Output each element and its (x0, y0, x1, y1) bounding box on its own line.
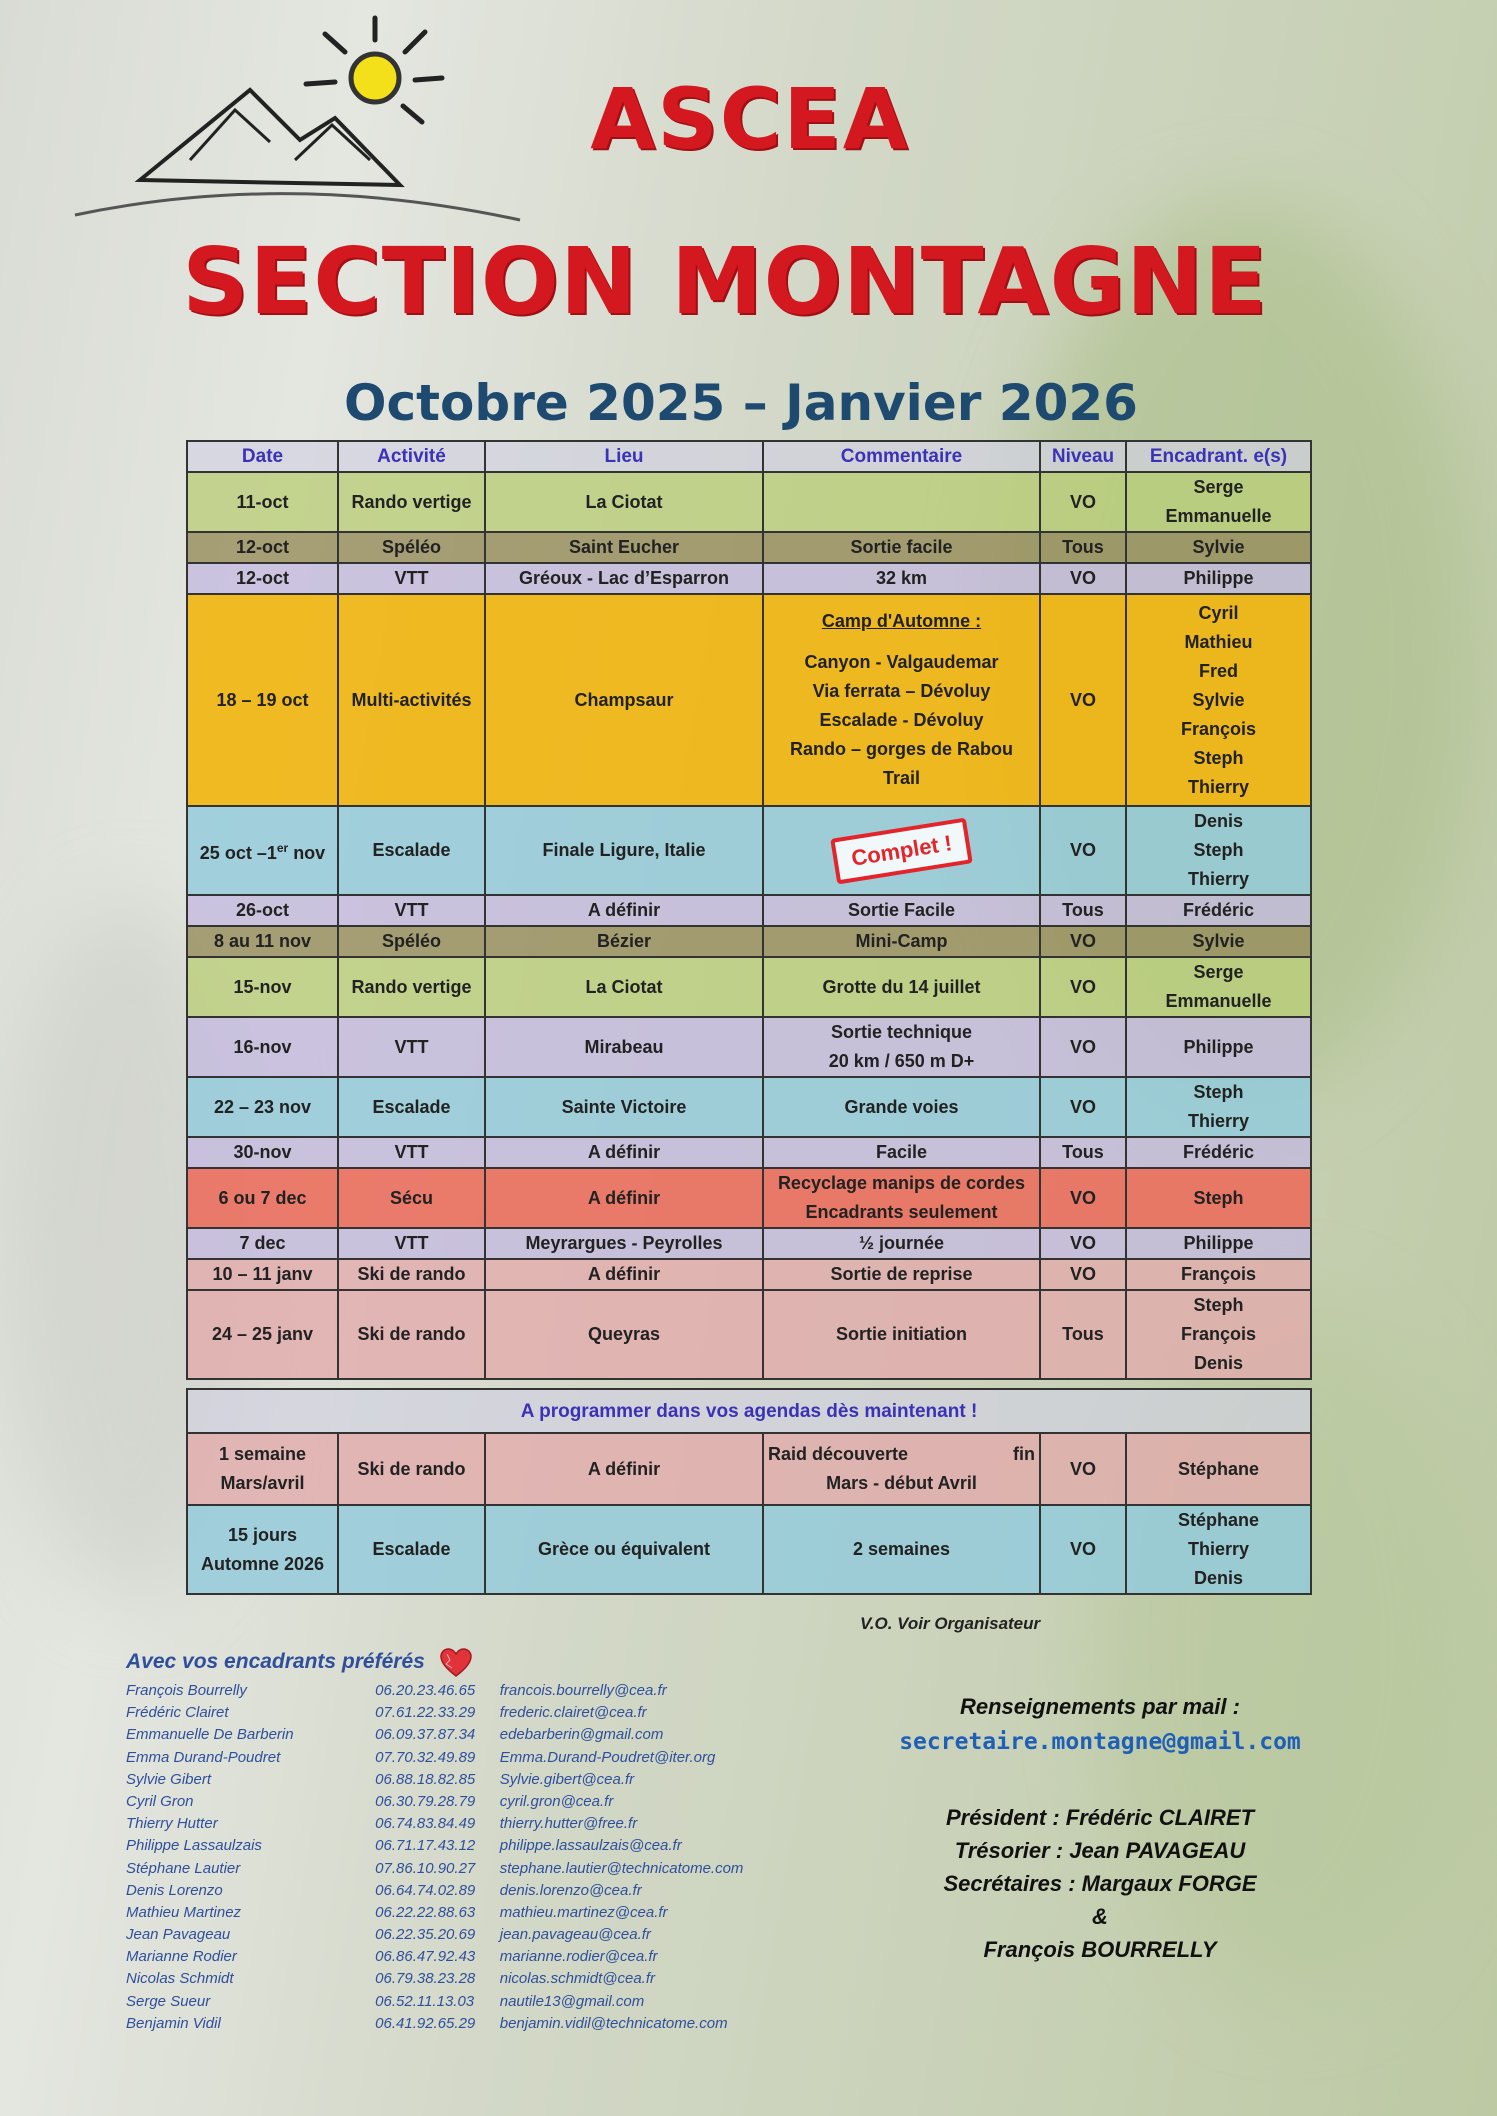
table-row (187, 895, 1311, 926)
schedule-header-row (187, 441, 1311, 472)
contact-row (126, 1880, 826, 1902)
cell-niveau: VO (1040, 1077, 1126, 1137)
table-row (187, 957, 1311, 1017)
cell-encadrants: Sylvie (1126, 926, 1311, 957)
table-row (187, 532, 1311, 563)
contact-email[interactable]: marianne.rodier@cea.fr (499, 1948, 658, 1966)
cell-commentaire: Grande voies (763, 1077, 1040, 1137)
cell-niveau: VO (1040, 563, 1126, 594)
table-row (187, 1077, 1311, 1137)
contact-row (126, 1813, 826, 1835)
cell-date: 15 jours Automne 2026 (187, 1505, 338, 1594)
contact-phone: 06.30.79.28.79 (375, 1792, 476, 1810)
heart-icon (440, 1648, 472, 1678)
cell-encadrants: Frédéric (1126, 1137, 1311, 1168)
cell-lieu: Queyras (485, 1290, 763, 1379)
cell-activite: Spéléo (338, 926, 485, 957)
header-niveau: Niveau (1040, 441, 1126, 472)
camp-title: Camp d'Automne : (821, 611, 982, 631)
cell-lieu: A définir (485, 1433, 763, 1505)
cell-lieu: Saint Eucher (485, 532, 763, 563)
program-banner: A programmer dans vos agendas dès maintenant ! (187, 1389, 1311, 1433)
cell-encadrants: Sylvie (1126, 532, 1311, 563)
contact-phone: 06.79.38.23.28 (375, 1970, 476, 1988)
cell-encadrants: Serge Emmanuelle (1126, 957, 1311, 1017)
cell-lieu: La Ciotat (485, 472, 763, 532)
contact-email[interactable]: francois.bourrelly@cea.fr (499, 1682, 667, 1699)
table-row (187, 1137, 1311, 1168)
cell-commentaire: Sortie de reprise (763, 1259, 1040, 1290)
table-row (187, 594, 1311, 806)
cell-encadrants: Steph (1126, 1168, 1311, 1228)
cell-activite: Escalade (338, 806, 485, 895)
contact-row (126, 1702, 826, 1724)
tresorier-line: Trésorier : Jean PAVAGEAU (954, 1838, 1246, 1863)
contact-row (126, 1724, 826, 1746)
complet-stamp: Complet ! (830, 817, 973, 884)
contact-phone: 07.61.22.33.29 (375, 1704, 476, 1722)
cell-activite: Ski de rando (338, 1433, 485, 1505)
secretary-email-link[interactable]: secretaire.montagne@gmail.com (899, 1729, 1301, 1755)
date-end: nov (288, 842, 326, 863)
contact-name: Sylvie Gibert (126, 1770, 212, 1788)
cell-lieu: Meyrargues - Peyrolles (485, 1228, 763, 1259)
header-date: Date (187, 441, 338, 472)
mountain-sun-logo (70, 10, 530, 230)
cell-encadrants: Denis Steph Thierry (1126, 806, 1311, 895)
table-row (187, 926, 1311, 957)
cell-lieu: A définir (485, 1168, 763, 1228)
cell-niveau: VO (1040, 957, 1126, 1017)
contact-email[interactable]: jean.pavageau@cea.fr (499, 1926, 651, 1944)
cell-encadrants: Steph François Denis (1126, 1290, 1311, 1379)
contact-row (126, 1769, 826, 1791)
cell-activite: Multi-activités (338, 594, 485, 806)
contact-name: François Bourrelly (126, 1682, 247, 1699)
contact-name: Serge Sueur (126, 1992, 211, 2010)
cell-commentaire: Sortie Facile (763, 895, 1040, 926)
cell-activite: Ski de rando (338, 1290, 485, 1379)
cell-encadrants: Stéphane Thierry Denis (1126, 1505, 1311, 1594)
cell-activite: VTT (338, 1017, 485, 1077)
cell-date: 10 – 11 janv (187, 1259, 338, 1290)
contact-phone: 06.88.18.82.85 (375, 1770, 476, 1788)
cell-activite: Escalade (338, 1505, 485, 1594)
info-block (880, 1690, 1320, 1966)
contact-phone: 07.86.10.90.27 (375, 1859, 476, 1877)
table-row (187, 1228, 1311, 1259)
cell-encadrants: François (1126, 1259, 1311, 1290)
secretaire2-line: François BOURRELLY (983, 1937, 1217, 1962)
ampersand-line: & (1092, 1904, 1108, 1929)
contact-name: Stéphane Lautier (126, 1859, 241, 1877)
contacts-title: Avec vos encadrants préférés (126, 1650, 425, 1673)
spacer (880, 1761, 1320, 1801)
cell-lieu: A définir (485, 1259, 763, 1290)
contact-row (126, 1747, 826, 1769)
table-row (187, 1505, 1311, 1594)
contact-email[interactable]: benjamin.vidil@technicatome.com (499, 2014, 728, 2032)
cell-niveau: VO (1040, 926, 1126, 957)
contact-name: Marianne Rodier (126, 1948, 237, 1966)
cell-date: 24 – 25 janv (187, 1290, 338, 1379)
contact-row (126, 1968, 826, 1990)
header-encadrants: Encadrant. e(s) (1126, 441, 1311, 472)
cell-date: 18 – 19 oct (187, 594, 338, 806)
cell-activite: Ski de rando (338, 1259, 485, 1290)
contact-name: Benjamin Vidil (126, 2014, 221, 2032)
cell-date: 7 dec (187, 1228, 338, 1259)
contact-email[interactable]: denis.lorenzo@cea.fr (499, 1881, 642, 1899)
period-title: Octobre 2025 – Janvier 2026 (344, 374, 1138, 432)
cell-lieu: Grèce ou équivalent (485, 1505, 763, 1594)
raid-line (768, 1440, 1035, 1469)
cell-commentaire: Recyclage manips de cordes Encadrants seulement (763, 1168, 1040, 1228)
contact-phone: 06.09.37.87.34 (375, 1726, 476, 1744)
raid-period: Mars - début Avril (826, 1473, 977, 1493)
contact-phone: 06.86.47.92.43 (375, 1948, 476, 1966)
cell-commentaire: Sortie initiation (763, 1290, 1040, 1379)
camp-activities: Canyon - Valgaudemar Via ferrata – Dévoluy Escalade - Dévoluy Rando – gorges de Rabou Trail (789, 652, 1014, 788)
date-start: 25 oct –1 (199, 842, 277, 863)
cell-commentaire: Sortie technique 20 km / 650 m D+ (763, 1017, 1040, 1077)
cell-commentaire: 32 km (763, 563, 1040, 594)
cell-date: 16-nov (187, 1017, 338, 1077)
cell-activite: Rando vertige (338, 472, 485, 532)
cell-encadrants: Steph Thierry (1126, 1077, 1311, 1137)
contact-email[interactable]: thierry.hutter@free.fr (499, 1815, 638, 1833)
cell-niveau: VO (1040, 594, 1126, 806)
secretaires-line: Secrétaires : Margaux FORGE (943, 1871, 1257, 1896)
club-title: ASCEA (590, 70, 910, 168)
cell-niveau: VO (1040, 1017, 1126, 1077)
raid-fin: fin (1013, 1444, 1035, 1464)
table-row (187, 563, 1311, 594)
program-table (186, 1388, 1312, 1595)
cell-activite: Escalade (338, 1077, 485, 1137)
cell-encadrants: Cyril Mathieu Fred Sylvie François Steph Thierry (1126, 594, 1311, 806)
cell-niveau: Tous (1040, 532, 1126, 563)
contact-row (126, 1791, 826, 1813)
contact-phone: 06.52.11.13.03 (375, 1992, 475, 2010)
cell-date: 6 ou 7 dec (187, 1168, 338, 1228)
cell-lieu: Sainte Victoire (485, 1077, 763, 1137)
contact-phone: 07.70.32.49.89 (375, 1748, 476, 1766)
cell-commentaire (763, 1433, 1040, 1505)
header-commentaire: Commentaire (763, 441, 1040, 472)
program-banner-row (187, 1389, 1311, 1433)
table-row (187, 1259, 1311, 1290)
cell-date: 12-oct (187, 563, 338, 594)
cell-date: 26-oct (187, 895, 338, 926)
cell-date: 11-oct (187, 472, 338, 532)
cell-niveau: VO (1040, 1433, 1126, 1505)
cell-niveau: VO (1040, 1259, 1126, 1290)
contact-phone: 06.64.74.02.89 (375, 1881, 476, 1899)
contact-phone: 06.22.22.88.63 (375, 1903, 476, 1921)
contact-row (126, 1680, 826, 1702)
table-row (187, 1290, 1311, 1379)
cell-commentaire: Grotte du 14 juillet (763, 957, 1040, 1017)
cell-commentaire (763, 594, 1040, 806)
contacts-list (126, 1680, 826, 2035)
contact-email[interactable]: philippe.lassaulzais@cea.fr (499, 1837, 682, 1855)
cell-date: 12-oct (187, 532, 338, 563)
cell-encadrants: Frédéric (1126, 895, 1311, 926)
table-row (187, 806, 1311, 895)
schedule-table (186, 440, 1312, 1380)
cell-commentaire (763, 806, 1040, 895)
cell-encadrants: Stéphane (1126, 1433, 1311, 1505)
contact-row (126, 1835, 826, 1857)
header-lieu: Lieu (485, 441, 763, 472)
contact-name: Thierry Hutter (126, 1815, 218, 1833)
cell-date: 8 au 11 nov (187, 926, 338, 957)
contact-email[interactable]: Emma.Durand-Poudret@iter.org (499, 1748, 716, 1766)
cell-date: 1 semaine Mars/avril (187, 1433, 338, 1505)
date-sup: er (276, 840, 289, 855)
contact-phone: 06.20.23.46.65 (375, 1682, 476, 1699)
cell-date: 22 – 23 nov (187, 1077, 338, 1137)
cell-niveau: Tous (1040, 895, 1126, 926)
cell-date: 15-nov (187, 957, 338, 1017)
cell-encadrants: Philippe (1126, 563, 1311, 594)
cell-activite: VTT (338, 895, 485, 926)
contact-name: Frédéric Clairet (126, 1704, 229, 1722)
table-row (187, 472, 1311, 532)
cell-activite: Sécu (338, 1168, 485, 1228)
cell-niveau: VO (1040, 1228, 1126, 1259)
section-title: SECTION MONTAGNE (182, 228, 1268, 335)
table-row (187, 1168, 1311, 1228)
contact-row (126, 1946, 826, 1968)
contact-row (126, 1902, 826, 1924)
cell-commentaire: Facile (763, 1137, 1040, 1168)
cell-activite: Spéléo (338, 532, 485, 563)
president-line: Président : Frédéric CLAIRET (945, 1805, 1255, 1830)
contact-name: Mathieu Martinez (126, 1903, 242, 1921)
cell-lieu: Mirabeau (485, 1017, 763, 1077)
cell-lieu: Gréoux - Lac d’Esparron (485, 563, 763, 594)
raid-text: Raid découverte (768, 1444, 909, 1464)
table-row (187, 1433, 1311, 1505)
contact-phone: 06.41.92.65.29 (375, 2014, 476, 2032)
cell-niveau: Tous (1040, 1137, 1126, 1168)
cell-commentaire (763, 472, 1040, 532)
cell-niveau: VO (1040, 1505, 1126, 1594)
renseignements-label: Renseignements par mail : (960, 1694, 1240, 1719)
contact-name: Philippe Lassaulzais (126, 1837, 262, 1855)
contact-row (126, 1858, 826, 1880)
contact-email[interactable]: Sylvie.gibert@cea.fr (499, 1770, 635, 1788)
contact-row (126, 1924, 826, 1946)
cell-commentaire: 2 semaines (763, 1505, 1040, 1594)
cell-niveau: VO (1040, 472, 1126, 532)
cell-activite: VTT (338, 563, 485, 594)
contact-row (126, 2013, 826, 2035)
contact-email[interactable]: edebarberin@gmail.com (499, 1726, 664, 1744)
cell-lieu: Finale Ligure, Italie (485, 806, 763, 895)
contact-name: Cyril Gron (126, 1792, 194, 1810)
contact-email[interactable]: frederic.clairet@cea.fr (499, 1704, 647, 1722)
header-activite: Activité (338, 441, 485, 472)
cell-lieu: Champsaur (485, 594, 763, 806)
cell-lieu: Bézier (485, 926, 763, 957)
contact-email[interactable]: cyril.gron@cea.fr (499, 1792, 614, 1810)
cell-date: 30-nov (187, 1137, 338, 1168)
cell-date (187, 806, 338, 895)
contact-email[interactable]: mathieu.martinez@cea.fr (499, 1903, 668, 1921)
cell-niveau: Tous (1040, 1290, 1126, 1379)
cell-encadrants: Philippe (1126, 1017, 1311, 1077)
cell-commentaire: ½ journée (763, 1228, 1040, 1259)
cell-commentaire: Mini-Camp (763, 926, 1040, 957)
cell-activite: VTT (338, 1137, 485, 1168)
cell-lieu: A définir (485, 1137, 763, 1168)
cell-niveau: VO (1040, 1168, 1126, 1228)
contact-name: Nicolas Schmidt (126, 1970, 234, 1988)
contact-phone: 06.74.83.84.49 (375, 1815, 476, 1833)
contact-email[interactable]: nautile13@gmail.com (499, 1992, 645, 2010)
table-row (187, 1017, 1311, 1077)
contact-phone: 06.22.35.20.69 (375, 1926, 476, 1944)
cell-encadrants: Philippe (1126, 1228, 1311, 1259)
contact-name: Emma Durand-Poudret (126, 1748, 281, 1766)
contact-name: Denis Lorenzo (126, 1881, 223, 1899)
cell-commentaire: Sortie facile (763, 532, 1040, 563)
contact-name: Emmanuelle De Barberin (126, 1726, 294, 1744)
contact-name: Jean Pavageau (126, 1926, 231, 1944)
contact-row (126, 1991, 826, 2013)
cell-lieu: A définir (485, 895, 763, 926)
cell-activite: VTT (338, 1228, 485, 1259)
cell-activite: Rando vertige (338, 957, 485, 1017)
vo-note: V.O. Voir Organisateur (860, 1614, 1041, 1633)
cell-lieu: La Ciotat (485, 957, 763, 1017)
contact-email[interactable]: nicolas.schmidt@cea.fr (499, 1970, 656, 1988)
contact-email[interactable]: stephane.lautier@technicatome.com (499, 1859, 744, 1877)
cell-encadrants: Serge Emmanuelle (1126, 472, 1311, 532)
cell-niveau: VO (1040, 806, 1126, 895)
contact-phone: 06.71.17.43.12 (375, 1837, 476, 1855)
